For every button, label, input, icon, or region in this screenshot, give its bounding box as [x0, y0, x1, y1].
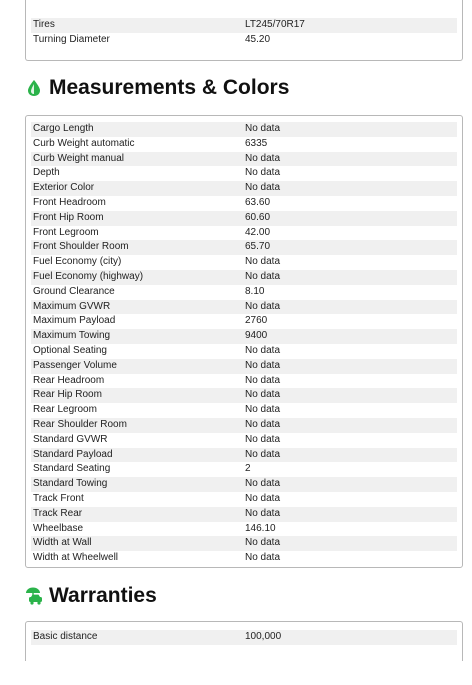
spec-label: Track Front: [33, 492, 84, 504]
spec-row: [31, 477, 457, 492]
spec-row: [31, 314, 457, 329]
spec-label: Standard Seating: [33, 463, 111, 475]
spec-label: Fuel Economy (city): [33, 256, 122, 268]
spec-value: No data: [245, 300, 281, 312]
spec-row: [31, 226, 457, 241]
spec-label: Cargo Length: [33, 123, 94, 134]
spec-label: Front Shoulder Room: [33, 241, 129, 253]
spec-row: [31, 433, 457, 448]
spec-label: Fuel Economy (highway): [33, 270, 144, 282]
spec-label: Rear Legroom: [33, 404, 97, 416]
spec-value: 100,000: [245, 631, 282, 642]
spec-label: Maximum GVWR: [33, 300, 111, 312]
spec-value: No data: [245, 152, 281, 164]
measurements-rows: [31, 122, 457, 566]
spec-label: Standard GVWR: [33, 433, 108, 445]
spec-value: No data: [245, 167, 281, 179]
spec-value: 63.60: [245, 196, 271, 208]
spec-row: [31, 211, 457, 226]
spec-row: [31, 522, 457, 537]
spec-row: [31, 166, 457, 181]
spec-label: Optional Seating: [33, 344, 107, 356]
spec-value: 2: [245, 463, 251, 475]
spec-row: [31, 492, 457, 507]
spec-row: [31, 18, 457, 33]
spec-row: [31, 344, 457, 359]
spec-row: [31, 270, 457, 285]
spec-row: [31, 181, 457, 196]
spec-row: [31, 122, 457, 137]
spec-row: [31, 448, 457, 463]
spec-label: Track Rear: [33, 507, 83, 519]
spec-value: No data: [245, 270, 281, 282]
water-drop-icon: [24, 78, 44, 98]
spec-value: No data: [245, 478, 281, 490]
spec-row: [31, 418, 457, 433]
spec-value: No data: [245, 552, 281, 564]
spec-row: [31, 300, 457, 315]
spec-value: No data: [245, 448, 281, 460]
spec-value: No data: [245, 256, 281, 268]
spec-value: No data: [245, 404, 281, 416]
spec-row: [31, 551, 457, 566]
spec-label: Rear Headroom: [33, 374, 105, 386]
spec-value: No data: [245, 182, 281, 194]
spec-label: Standard Towing: [33, 478, 108, 490]
spec-row: [31, 137, 457, 152]
spec-value: 8.10: [245, 285, 265, 297]
spec-label: Maximum Towing: [33, 330, 111, 342]
spec-label: Curb Weight manual: [33, 152, 124, 164]
spec-value: 9400: [245, 330, 268, 342]
car-umbrella-icon: [24, 586, 44, 606]
spec-row: [31, 285, 457, 300]
spec-value: LT245/70R17: [245, 19, 305, 30]
spec-row: [31, 462, 457, 477]
spec-label: Rear Hip Room: [33, 389, 102, 401]
spec-value: 42.00: [245, 226, 271, 238]
spec-row: [31, 255, 457, 270]
spec-value: No data: [245, 507, 281, 519]
spec-label: Depth: [33, 167, 60, 179]
spec-value: No data: [245, 492, 281, 504]
spec-label: Front Legroom: [33, 226, 99, 238]
spec-value: No data: [245, 344, 281, 356]
section-title: Warranties: [49, 584, 157, 607]
specs-panel: [25, 0, 463, 61]
spec-value: No data: [245, 433, 281, 445]
spec-value: No data: [245, 374, 281, 386]
section-title: Measurements & Colors: [49, 76, 290, 99]
spec-value: 6335: [245, 137, 268, 149]
spec-value: 146.10: [245, 522, 276, 534]
warranties-header: [24, 584, 157, 608]
measurements-header: [24, 76, 289, 100]
spec-label: Curb Weight automatic: [33, 137, 135, 149]
spec-value: 2760: [245, 315, 268, 327]
spec-row: [31, 374, 457, 389]
spec-label: Ground Clearance: [33, 285, 115, 297]
warranties-panel: [25, 621, 463, 661]
spec-label: Passenger Volume: [33, 359, 117, 371]
spec-label: Width at Wall: [33, 537, 92, 549]
spec-row: [31, 329, 457, 344]
spec-value: No data: [245, 389, 281, 401]
spec-value: 65.70: [245, 241, 271, 253]
spec-label: Wheelbase: [33, 522, 84, 534]
spec-value: No data: [245, 418, 281, 430]
spec-value: 45.20: [245, 33, 271, 45]
spec-row: [31, 536, 457, 551]
spec-value: No data: [245, 359, 281, 371]
spec-label: Exterior Color: [33, 182, 95, 194]
spec-row: [31, 240, 457, 255]
spec-row: [31, 152, 457, 167]
spec-row: [31, 507, 457, 522]
spec-label: Front Headroom: [33, 196, 106, 208]
warranties-rows: [31, 630, 457, 645]
spec-label: Standard Payload: [33, 448, 113, 460]
spec-label: Rear Shoulder Room: [33, 418, 127, 430]
spec-label: Basic distance: [33, 631, 98, 642]
spec-row: [31, 359, 457, 374]
spec-label: Turning Diameter: [33, 33, 110, 45]
spec-row: [31, 388, 457, 403]
spec-label: Maximum Payload: [33, 315, 116, 327]
spec-label: Tires: [33, 19, 55, 30]
spec-value: No data: [245, 537, 281, 549]
spec-row: [31, 630, 457, 645]
spec-value: 60.60: [245, 211, 271, 223]
measurements-panel: [25, 115, 463, 568]
spec-row: [31, 403, 457, 418]
specs-rows: [31, 18, 457, 48]
spec-row: [31, 196, 457, 211]
spec-label: Width at Wheelwell: [33, 552, 119, 564]
spec-row: [31, 33, 457, 48]
spec-value: No data: [245, 123, 281, 134]
spec-label: Front Hip Room: [33, 211, 104, 223]
